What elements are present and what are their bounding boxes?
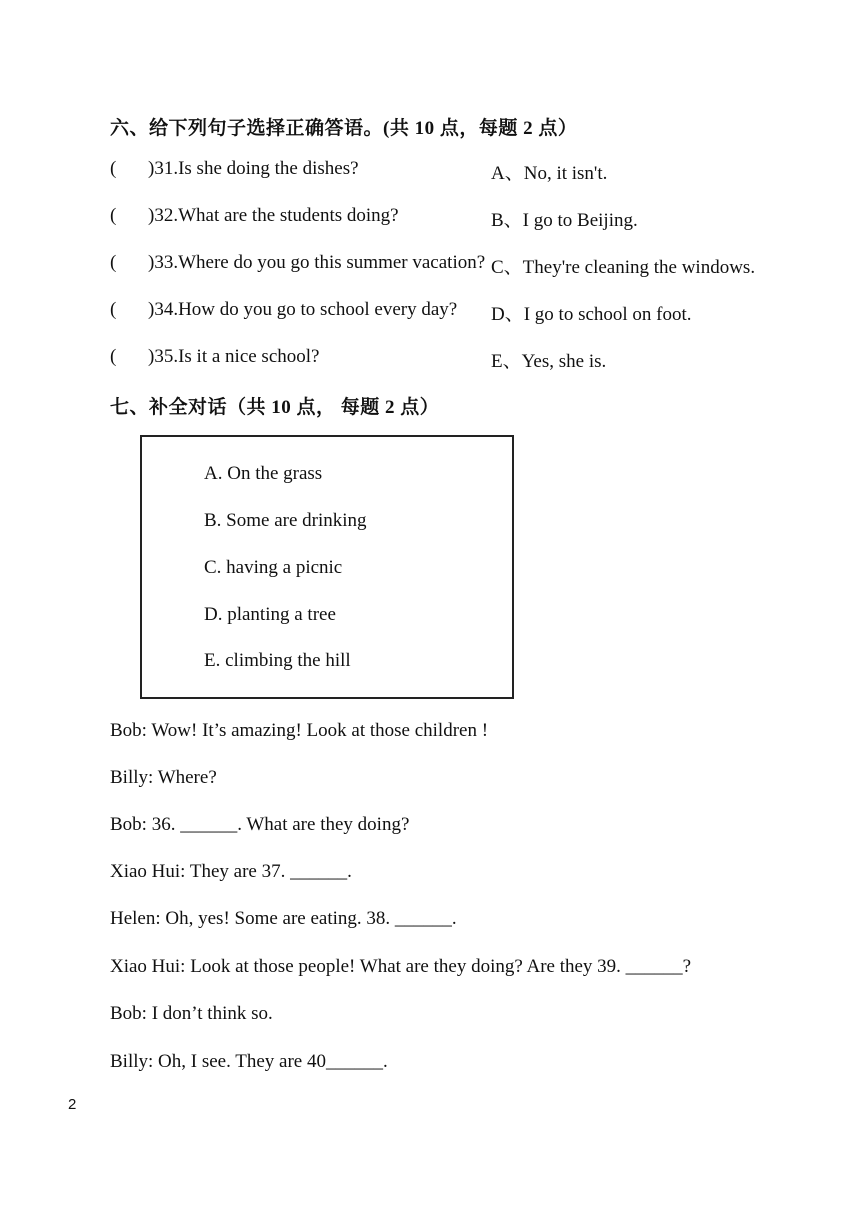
- option-c: C. having a picnic: [204, 557, 343, 578]
- options-box: [140, 435, 514, 699]
- answer-paren: (: [110, 158, 117, 179]
- answer-paren: (: [110, 205, 117, 226]
- dialogue-line-6: Xiao Hui: Look at those people! What are they doing? Are they 39. ______?: [110, 956, 692, 977]
- answer-b: B、I go to Beijing.: [491, 210, 638, 231]
- dialogue-line-1: Bob: Wow! It’s amazing! Look at those children !: [110, 720, 489, 741]
- question-text: )31.Is she doing the dishes?: [148, 158, 359, 179]
- section7-title: 七、补全对话（共 10 点， 每题 2 点）: [110, 397, 440, 418]
- answer-a: A、No, it isn't.: [491, 163, 608, 184]
- question-text: )33.Where do you go this summer vacation?: [148, 252, 486, 273]
- answer-paren: (: [110, 252, 117, 273]
- question-text: )34.How do you go to school every day?: [148, 299, 458, 320]
- dialogue-line-7: Bob: I don’t think so.: [110, 1003, 273, 1024]
- option-e: E. climbing the hill: [204, 650, 351, 671]
- option-a: A. On the grass: [204, 463, 323, 484]
- answer-paren: (: [110, 346, 117, 367]
- dialogue-line-4: Xiao Hui: They are 37. ______.: [110, 861, 352, 882]
- answer-e: E、Yes, she is.: [491, 351, 607, 372]
- dialogue-line-3: Bob: 36. ______. What are they doing?: [110, 814, 410, 835]
- section6-title: 六、给下列句子选择正确答语。(共 10 点，每题 2 点）: [110, 118, 578, 139]
- dialogue-line-8: Billy: Oh, I see. They are 40______.: [110, 1051, 388, 1072]
- question-text: )35.Is it a nice school?: [148, 346, 320, 367]
- option-b: B. Some are drinking: [204, 510, 367, 531]
- dialogue-line-2: Billy: Where?: [110, 767, 217, 788]
- question-text: )32.What are the students doing?: [148, 205, 399, 226]
- dialogue-line-5: Helen: Oh, yes! Some are eating. 38. ______.: [110, 908, 457, 929]
- option-d: D. planting a tree: [204, 604, 336, 625]
- answer-d: D、I go to school on foot.: [491, 304, 692, 325]
- answer-paren: (: [110, 299, 117, 320]
- page-number: 2: [68, 1096, 77, 1113]
- answer-c: C、They're cleaning the windows.: [491, 257, 756, 278]
